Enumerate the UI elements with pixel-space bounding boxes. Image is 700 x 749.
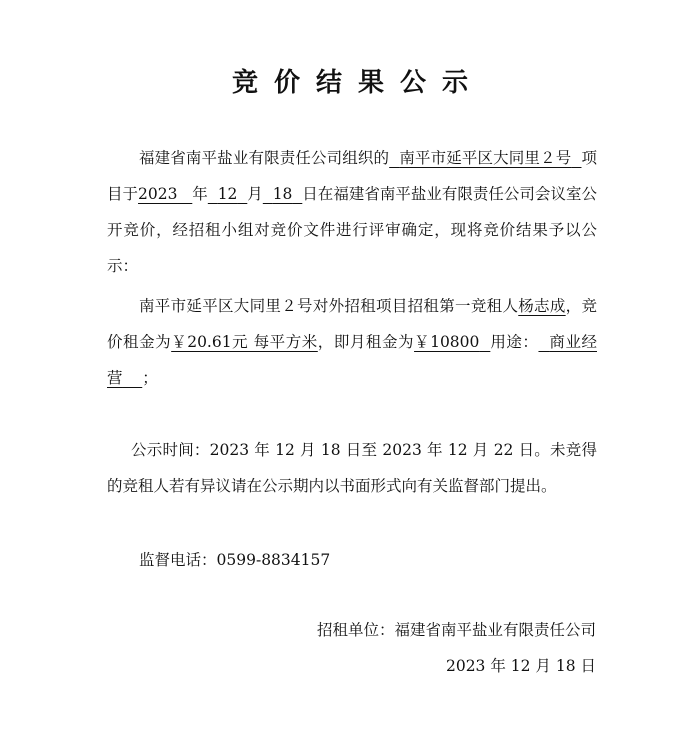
org-text: 福建省南平盐业有限责任公司组织的 xyxy=(139,149,390,167)
text-end: ； xyxy=(142,369,158,387)
supervision-label: 监督电话： xyxy=(139,551,217,569)
text-usage-label: 用途： xyxy=(490,333,539,351)
signature-org-line xyxy=(317,618,596,640)
signature-date: 2023 年 12 月 18 日 xyxy=(445,657,596,675)
usage: 商业经营 xyxy=(107,333,597,387)
paragraph-publicity-period xyxy=(107,432,597,504)
text-rest: 日在福建省南平盐业有限责任公司会议室公开竞价，经招租小组对竞价文件进行评审确定，现将竞价结果予以公示： xyxy=(107,185,597,275)
supervision-phone: 0599-8834157 xyxy=(216,551,331,569)
signature-label: 招租单位： xyxy=(316,621,395,639)
text-result-intro: 南平市延平区大同里２号对外招租项目招租第一竞租人 xyxy=(139,297,519,315)
bid-year: 2023 xyxy=(138,185,178,203)
text-month: 月 xyxy=(247,185,263,203)
signature-org: 福建省南平盐业有限责任公司 xyxy=(394,621,596,639)
winner-name: 杨志成 xyxy=(518,297,566,315)
text-project-on: 项目于 xyxy=(107,149,597,203)
bid-month: 12 xyxy=(217,185,238,203)
text-monthly-label: ，即月租金为 xyxy=(317,333,415,351)
text-year: 年 xyxy=(192,185,208,203)
supervision-line xyxy=(107,542,597,578)
monthly-rent: ￥10800 xyxy=(414,333,480,351)
document-title: 竞价结果公示 xyxy=(231,68,484,98)
paragraph-bidding-info xyxy=(107,140,597,284)
project-name: 南平市延平区大同里２号 xyxy=(399,149,572,167)
publicity-text: 公示时间：2023 年 12 月 18 日至 2023 年 12 月 22 日。未竞得的竞租人若有异议请在公示期内以书面形式向有关监督部门提出。 xyxy=(107,441,597,495)
paragraph-result xyxy=(107,288,597,396)
text-price-label: ，竞价租金为 xyxy=(107,297,597,351)
unit-price: ￥20.61元 每平方米 xyxy=(171,333,318,351)
bid-day: 18 xyxy=(272,185,293,203)
